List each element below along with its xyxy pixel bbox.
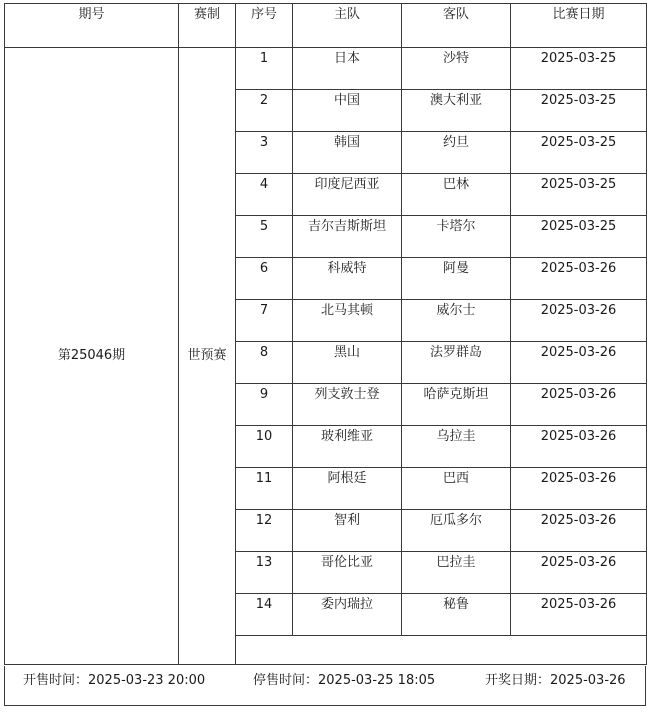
away-team-cell: 沙特 xyxy=(402,48,511,90)
away-team-cell: 法罗群岛 xyxy=(402,342,511,384)
match-date-cell: 2025-03-26 xyxy=(511,510,647,552)
away-team-cell: 乌拉圭 xyxy=(402,426,511,468)
match-date-cell: 2025-03-26 xyxy=(511,258,647,300)
away-team-cell: 澳大利亚 xyxy=(402,90,511,132)
match-date-cell: 2025-03-26 xyxy=(511,594,647,636)
away-team-cell: 巴林 xyxy=(402,174,511,216)
sale-stop-time: 停售时间：2025-03-25 18:05 xyxy=(253,673,436,688)
match-date-cell: 2025-03-25 xyxy=(511,132,647,174)
home-team-cell: 吉尔吉斯斯坦 xyxy=(293,216,402,258)
match-schedule-table xyxy=(4,3,647,665)
seq-cell: 5 xyxy=(236,216,293,258)
home-team-cell: 智利 xyxy=(293,510,402,552)
seq-cell: 3 xyxy=(236,132,293,174)
match-date-cell: 2025-03-26 xyxy=(511,468,647,510)
match-date-cell: 2025-03-26 xyxy=(511,552,647,594)
match-date-cell: 2025-03-25 xyxy=(511,216,647,258)
away-team-cell: 巴西 xyxy=(402,468,511,510)
match-date-cell: 2025-03-26 xyxy=(511,342,647,384)
seq-cell: 7 xyxy=(236,300,293,342)
match-date-cell: 2025-03-26 xyxy=(511,384,647,426)
blank-cell xyxy=(236,636,647,665)
home-team-cell: 中国 xyxy=(293,90,402,132)
seq-cell: 11 xyxy=(236,468,293,510)
match-date-cell: 2025-03-25 xyxy=(511,174,647,216)
home-team-cell: 韩国 xyxy=(293,132,402,174)
match-date-cell: 2025-03-26 xyxy=(511,300,647,342)
home-team-cell: 科威特 xyxy=(293,258,402,300)
away-team-cell: 哈萨克斯坦 xyxy=(402,384,511,426)
home-team-cell: 黑山 xyxy=(293,342,402,384)
home-team-cell: 玻利维亚 xyxy=(293,426,402,468)
header-format: 赛制 xyxy=(179,4,236,48)
home-team-cell: 印度尼西亚 xyxy=(293,174,402,216)
header-seq: 序号 xyxy=(236,4,293,48)
seq-cell: 1 xyxy=(236,48,293,90)
away-team-cell: 巴拉圭 xyxy=(402,552,511,594)
seq-cell: 9 xyxy=(236,384,293,426)
header-row xyxy=(5,4,647,48)
seq-cell: 13 xyxy=(236,552,293,594)
home-team-cell: 北马其顿 xyxy=(293,300,402,342)
seq-cell: 2 xyxy=(236,90,293,132)
match-date-cell: 2025-03-25 xyxy=(511,90,647,132)
away-team-cell: 约旦 xyxy=(402,132,511,174)
match-date-cell: 2025-03-25 xyxy=(511,48,647,90)
header-away-team: 客队 xyxy=(402,4,511,48)
away-team-cell: 卡塔尔 xyxy=(402,216,511,258)
draw-date: 开奖日期：2025-03-26 xyxy=(485,673,626,688)
away-team-cell: 阿曼 xyxy=(402,258,511,300)
away-team-cell: 威尔士 xyxy=(402,300,511,342)
home-team-cell: 哥伦比亚 xyxy=(293,552,402,594)
period-cell: 第25046期 xyxy=(5,48,179,665)
match-date-cell: 2025-03-26 xyxy=(511,426,647,468)
away-team-cell: 秘鲁 xyxy=(402,594,511,636)
header-match-date: 比赛日期 xyxy=(511,4,647,48)
home-team-cell: 委内瑞拉 xyxy=(293,594,402,636)
match-rows xyxy=(5,48,647,665)
home-team-cell: 日本 xyxy=(293,48,402,90)
seq-cell: 12 xyxy=(236,510,293,552)
seq-cell: 10 xyxy=(236,426,293,468)
seq-cell: 8 xyxy=(236,342,293,384)
header-period: 期号 xyxy=(5,4,179,48)
format-cell: 世预赛 xyxy=(179,48,236,665)
seq-cell: 6 xyxy=(236,258,293,300)
seq-cell: 4 xyxy=(236,174,293,216)
home-team-cell: 阿根廷 xyxy=(293,468,402,510)
table-row xyxy=(5,48,647,90)
sale-info-footer xyxy=(4,666,646,706)
home-team-cell: 列支敦士登 xyxy=(293,384,402,426)
sale-start-time: 开售时间：2025-03-23 20:00 xyxy=(23,673,206,688)
away-team-cell: 厄瓜多尔 xyxy=(402,510,511,552)
header-home-team: 主队 xyxy=(293,4,402,48)
seq-cell: 14 xyxy=(236,594,293,636)
